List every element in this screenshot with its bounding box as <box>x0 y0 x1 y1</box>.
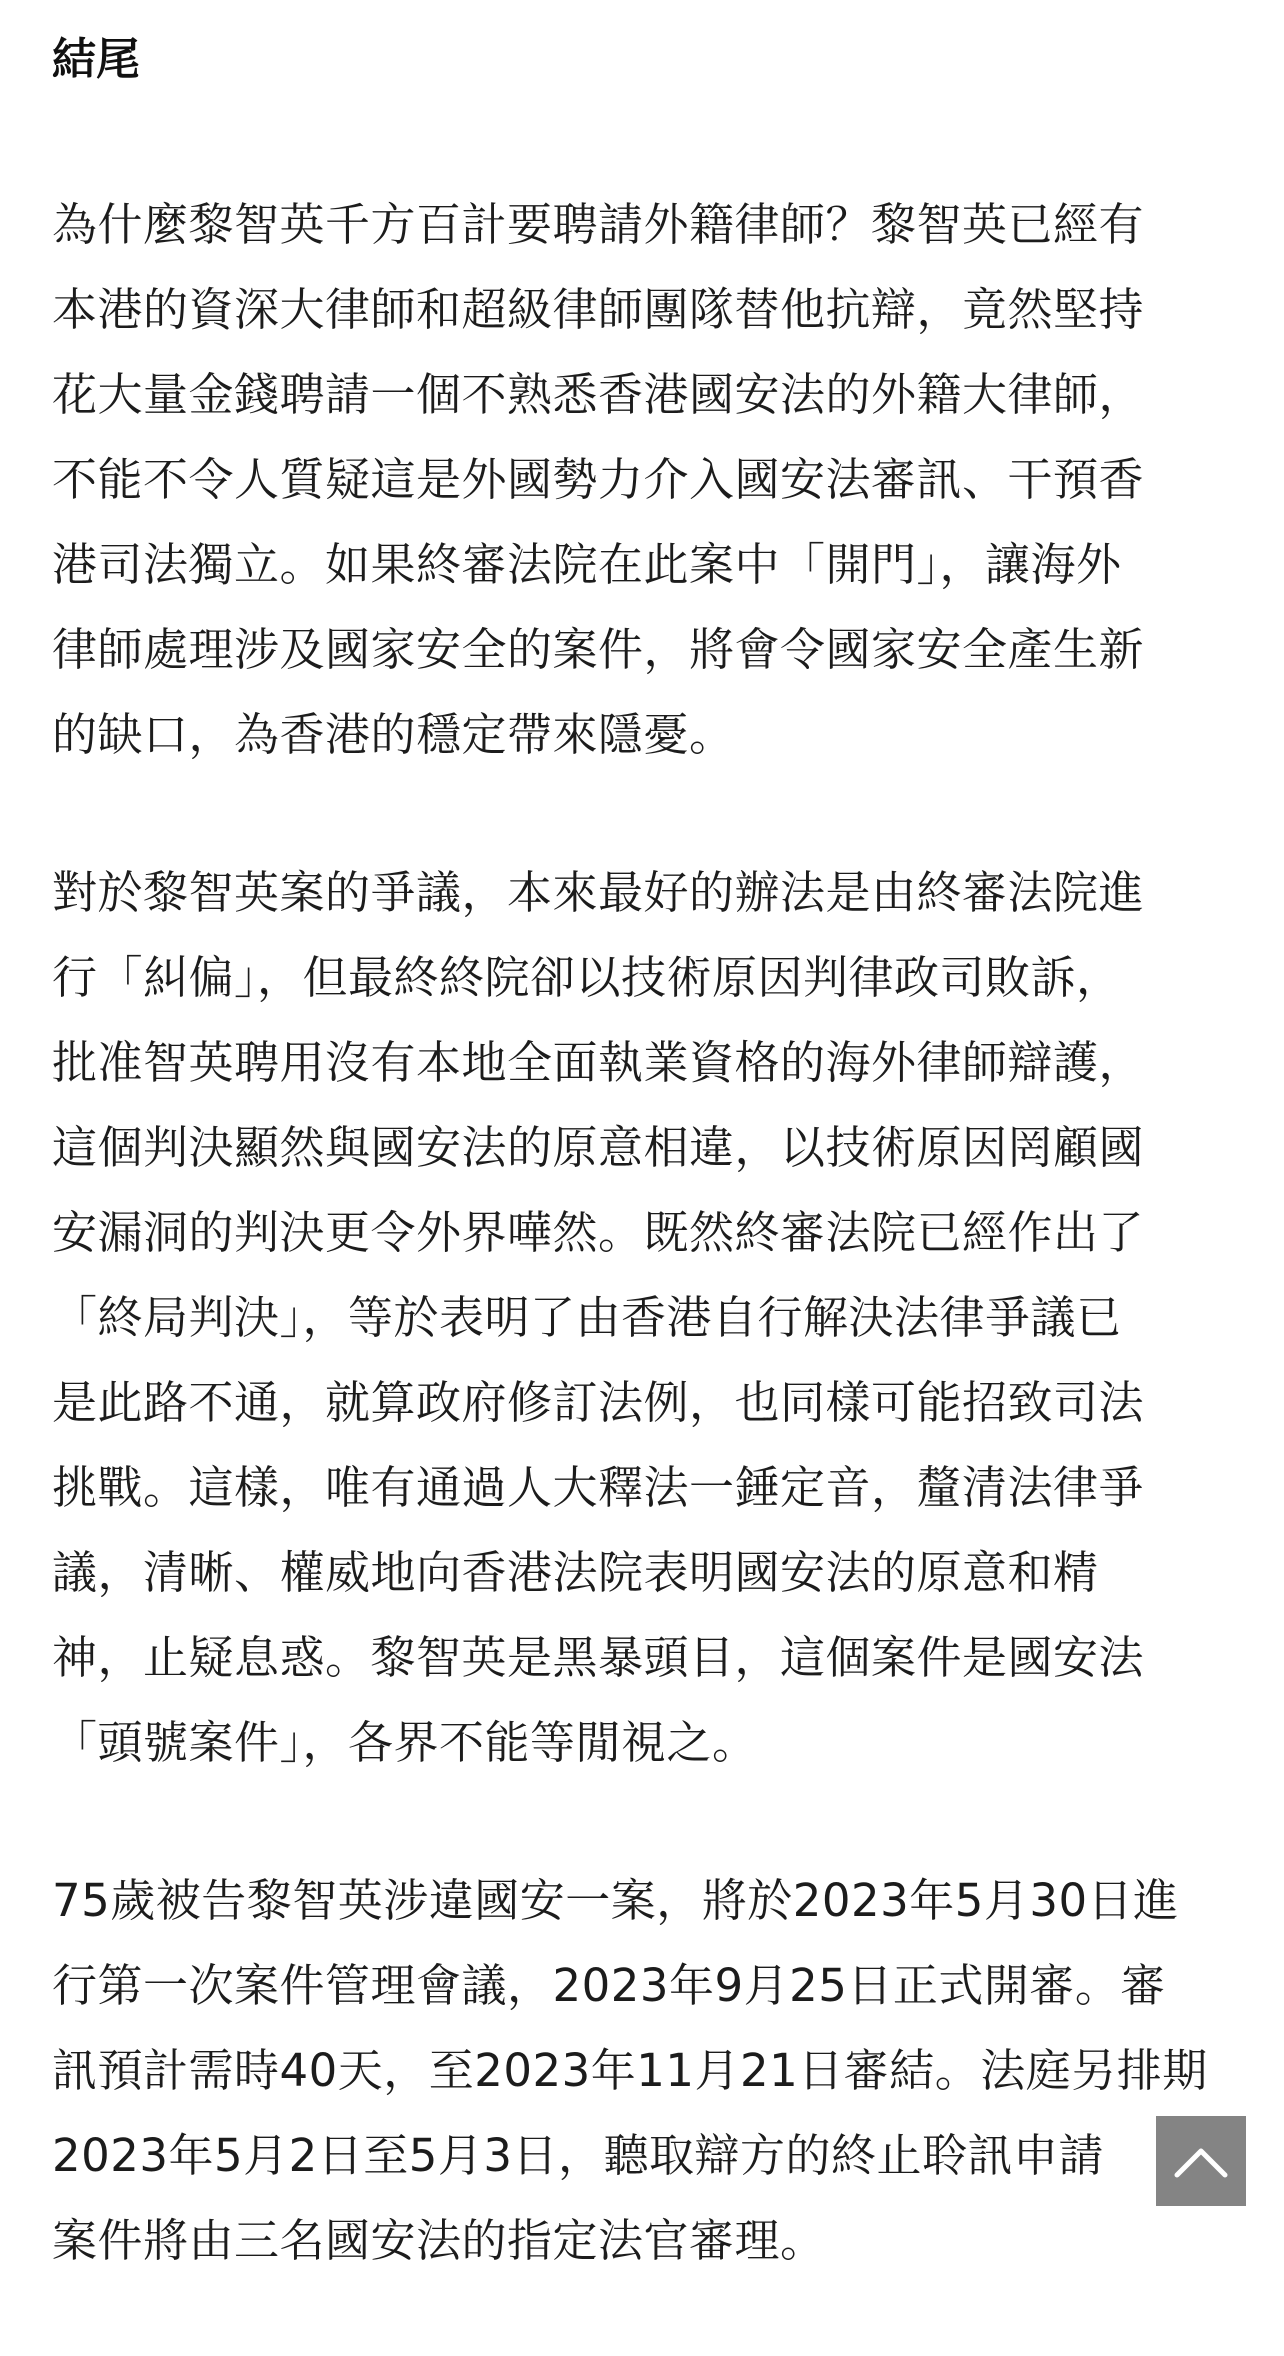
paragraph-line: 這個判決顯然與國安法的原意相違，以技術原因罔顧國 <box>52 1121 1145 1174</box>
paragraph-line: 行「糾偏」，但最終終院卻以技術原因判律政司敗訴， <box>52 951 1122 1004</box>
article-body <box>52 28 1242 2356</box>
paragraph-line: 安漏洞的判決更令外界嘩然。既然終審法院已經作出了 <box>52 1206 1145 1259</box>
back-to-top-button[interactable] <box>1156 2116 1246 2206</box>
paragraph-line: 挑戰。這樣，唯有通過人大釋法一錘定音，釐清法律爭 <box>52 1461 1145 1514</box>
paragraph-line: 案件將由三名國安法的指定法官審理。 <box>52 2214 826 2267</box>
paragraph-line: 75歲被告黎智英涉違國安一案，將於2023年5月30日進 <box>52 1874 1179 1927</box>
paragraph-line: 花大量金錢聘請一個不熟悉香港國安法的外籍大律師， <box>52 368 1145 421</box>
paragraph-line: 批准智英聘用沒有本地全面執業資格的海外律師辯護， <box>52 1036 1145 1089</box>
paragraph-line: 為什麼黎智英千方百計要聘請外籍律師？黎智英已經有 <box>52 198 1145 251</box>
paragraph-line: 議，清晰、權威地向香港法院表明國安法的原意和精 <box>52 1546 1099 1599</box>
paragraph-line: 港司法獨立。如果終審法院在此案中「開門」，讓海外 <box>52 538 1122 591</box>
paragraph-line: 「終局判決」，等於表明了由香港自行解決法律爭議已 <box>52 1291 1122 1344</box>
paragraph-3 <box>52 1858 1242 2283</box>
paragraph-line: 訊預計需時40天，至2023年11月21日審結。法庭另排期 <box>52 2044 1208 2097</box>
paragraph-line: 對於黎智英案的爭議，本來最好的辦法是由終審法院進 <box>52 866 1145 919</box>
chevron-up-icon <box>1171 2141 1231 2181</box>
paragraph-1 <box>52 182 1242 777</box>
paragraph-line: 2023年5月2日至5月3日，聽取辯方的終止聆訊申請 <box>52 2129 1105 2182</box>
section-heading: 結尾 <box>52 34 140 85</box>
paragraph-line: 的缺口，為香港的穩定帶來隱憂。 <box>52 708 735 761</box>
paragraph-line: 律師處理涉及國家安全的案件，將會令國家安全產生新 <box>52 623 1145 676</box>
paragraph-line: 「頭號案件」，各界不能等閒視之。 <box>52 1716 758 1769</box>
paragraph-line: 不能不令人質疑這是外國勢力介入國安法審訊、干預香 <box>52 453 1145 506</box>
paragraph-line: 本港的資深大律師和超級律師團隊替他抗辯，竟然堅持 <box>52 283 1145 336</box>
paragraph-line: 行第一次案件管理會議，2023年9月25日正式開審。審 <box>52 1959 1166 2012</box>
paragraph-line: 神，止疑息惑。黎智英是黑暴頭目，這個案件是國安法 <box>52 1631 1145 1684</box>
paragraph-2 <box>52 850 1242 1785</box>
paragraph-line: 是此路不通，就算政府修訂法例，也同樣可能招致司法 <box>52 1376 1145 1429</box>
